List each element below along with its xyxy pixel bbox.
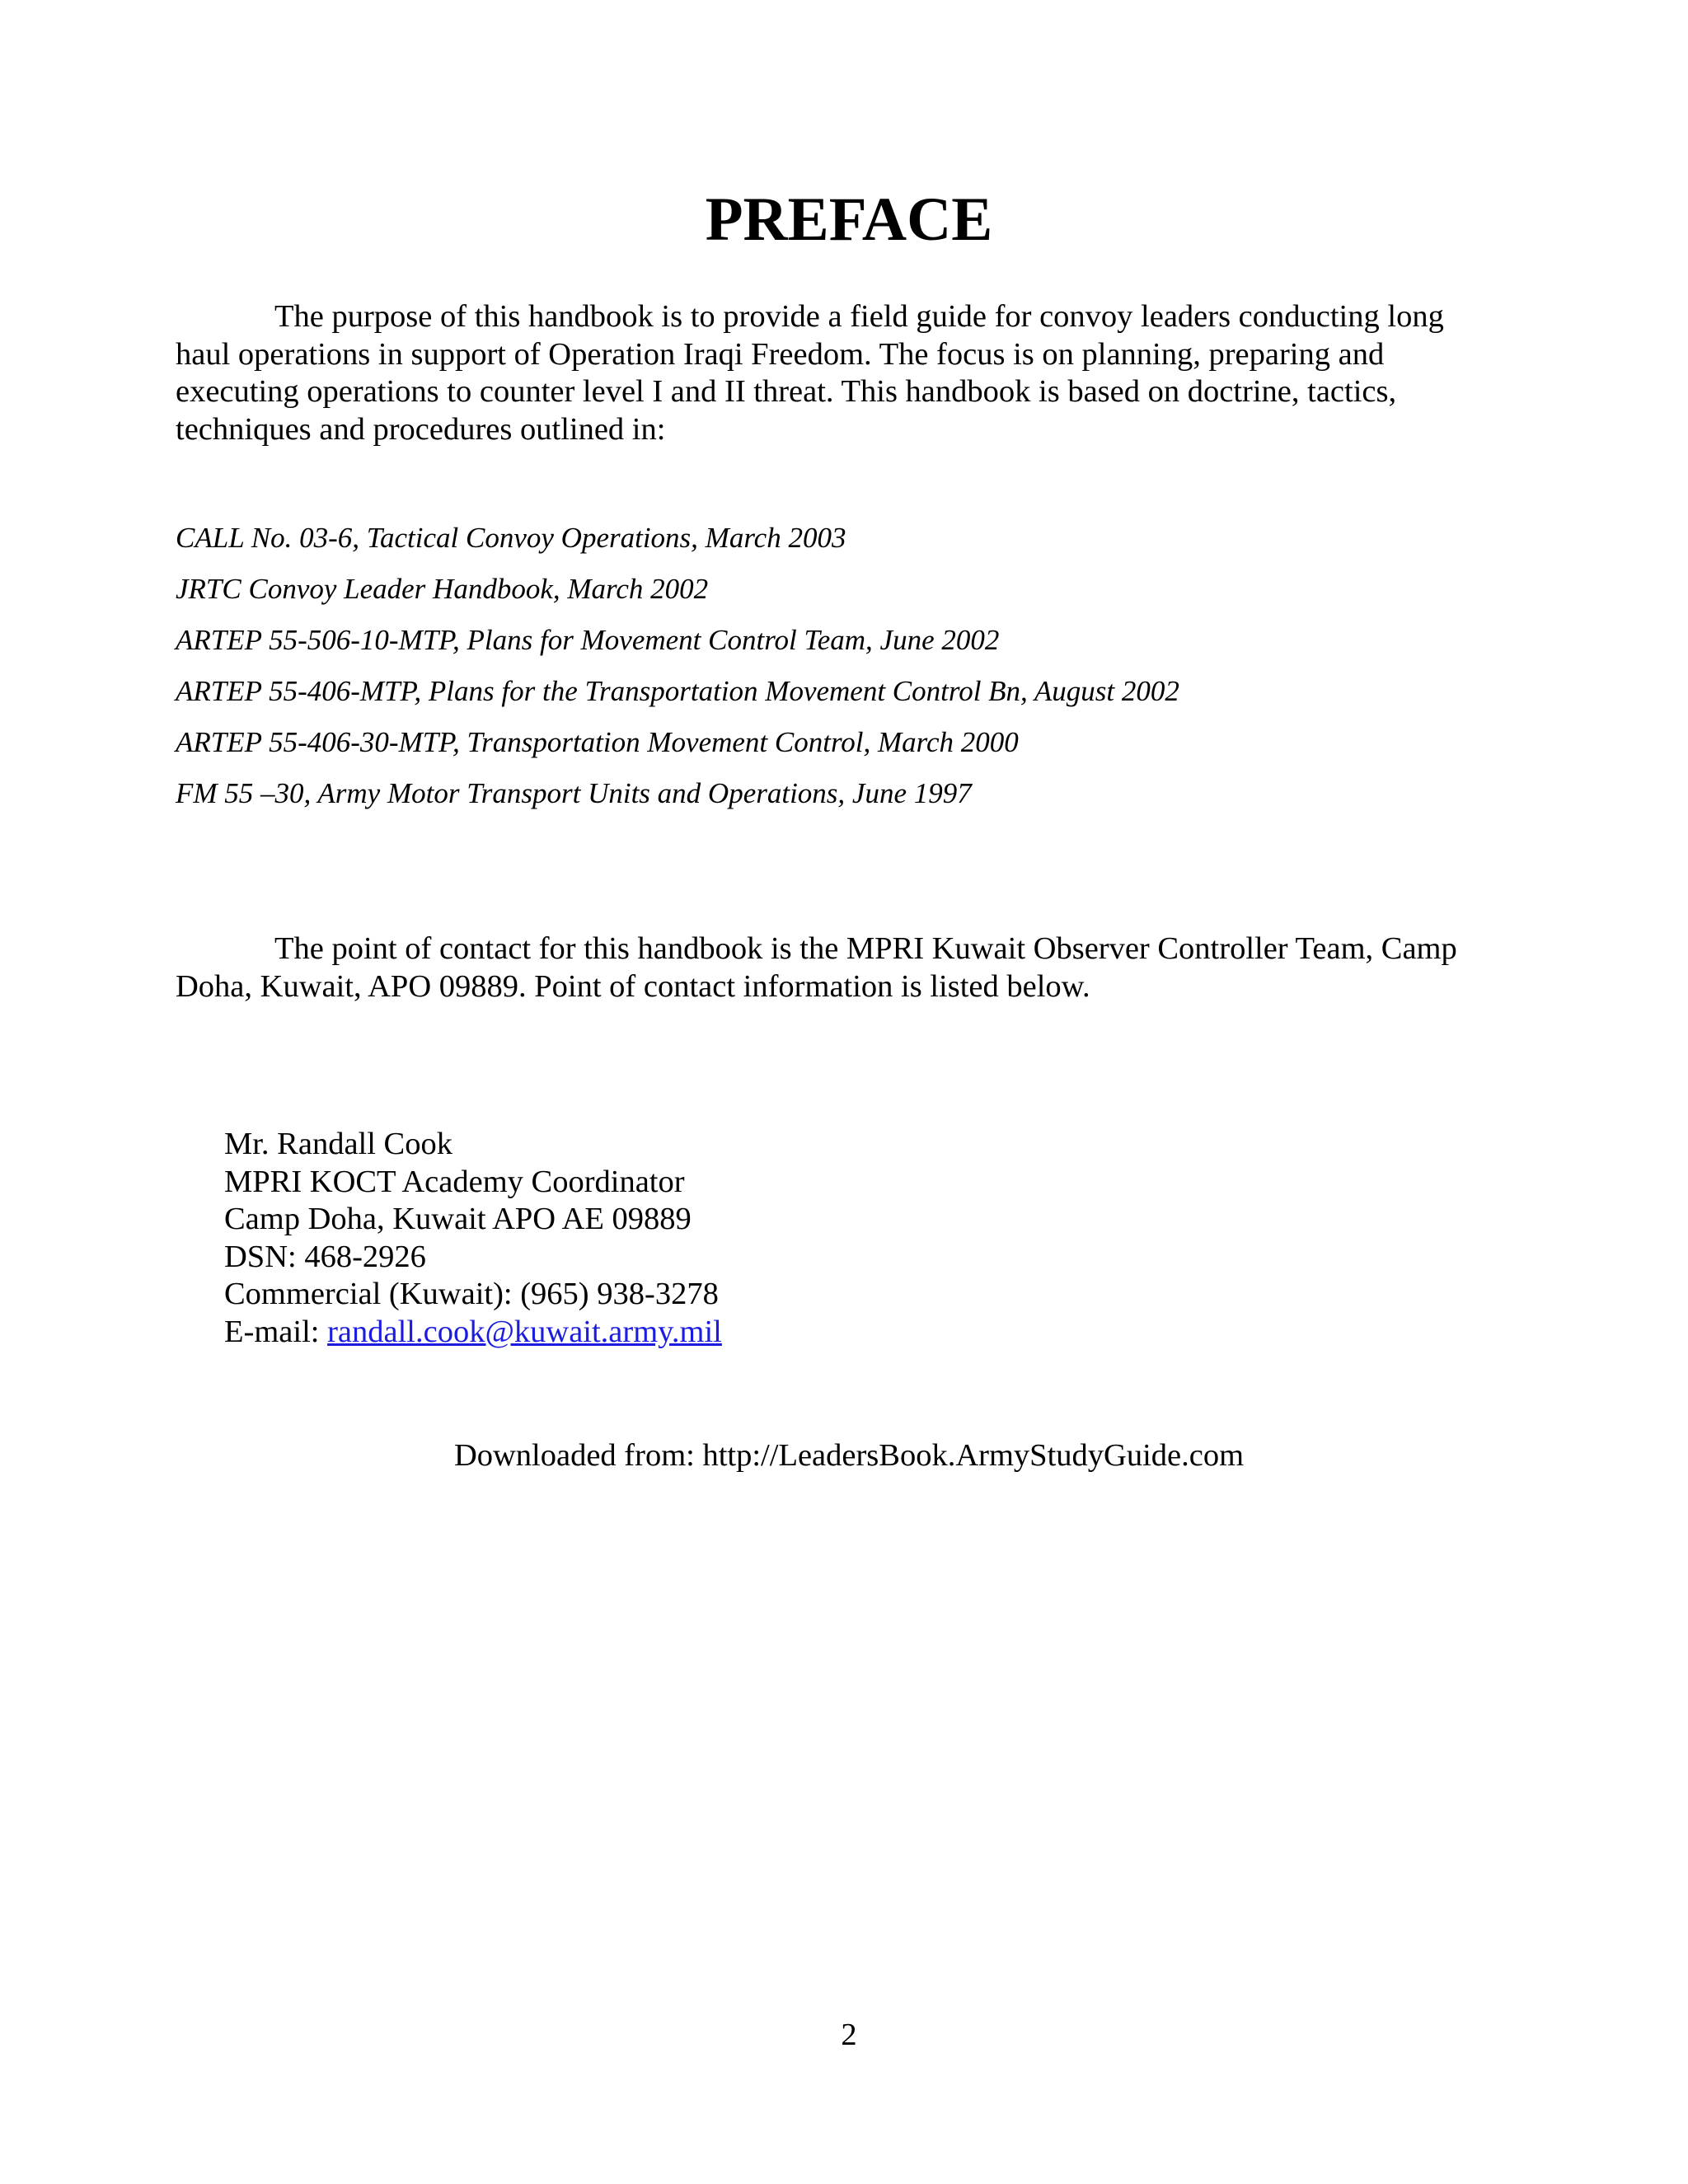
contact-address: Camp Doha, Kuwait APO AE 09889 <box>224 1202 692 1236</box>
paragraph-line: The point of contact for this handbook is the MPRI Kuwait Observer Controller Team, Camp <box>274 931 1457 966</box>
email-label: E-mail: <box>224 1314 328 1349</box>
paragraph-line: Doha, Kuwait, APO 09889. Point of contact information is listed below. <box>176 968 1090 1004</box>
contact-email-line <box>224 1314 722 1352</box>
paragraph-line: haul operations in support of Operation Iraqi Freedom. The focus is on planning, preparing and <box>176 336 1385 372</box>
paragraph-line: executing operations to counter level I and II threat. This handbook is based on doctrine, tactics, <box>176 374 1397 409</box>
reference-item: ARTEP 55-506-10-MTP, Plans for Movement Control Team, June 2002 <box>176 624 1000 656</box>
page-title: PREFACE <box>705 185 993 254</box>
contact-commercial-phone: Commercial (Kuwait): (965) 938-3278 <box>224 1277 719 1311</box>
contact-name: Mr. Randall Cook <box>224 1127 452 1161</box>
paragraph-line: The purpose of this handbook is to provide a field guide for convoy leaders conducting long <box>274 299 1444 334</box>
contact-dsn: DSN: 468-2926 <box>224 1239 426 1274</box>
contact-block <box>224 1126 722 1351</box>
reference-item: FM 55 –30, Army Motor Transport Units and Operations, June 1997 <box>176 777 972 809</box>
reference-item: JRTC Convoy Leader Handbook, March 2002 <box>176 573 709 605</box>
reference-list <box>176 513 1179 819</box>
reference-item: CALL No. 03-6, Tactical Convoy Operations, March 2003 <box>176 522 846 554</box>
paragraph-line: techniques and procedures outlined in: <box>176 411 666 447</box>
reference-item: ARTEP 55-406-MTP, Plans for the Transportation Movement Control Bn, August 2002 <box>176 675 1179 707</box>
download-source-line: Downloaded from: http://LeadersBook.ArmyStudyGuide.com <box>453 1438 1245 1473</box>
email-link[interactable]: randall.cook@kuwait.army.mil <box>327 1314 722 1349</box>
page-number: 2 <box>841 2018 857 2052</box>
point-of-contact-paragraph <box>176 930 1511 1005</box>
contact-position: MPRI KOCT Academy Coordinator <box>224 1164 685 1199</box>
purpose-paragraph <box>176 298 1511 448</box>
reference-item: ARTEP 55-406-30-MTP, Transportation Movement Control, March 2000 <box>176 726 1019 758</box>
